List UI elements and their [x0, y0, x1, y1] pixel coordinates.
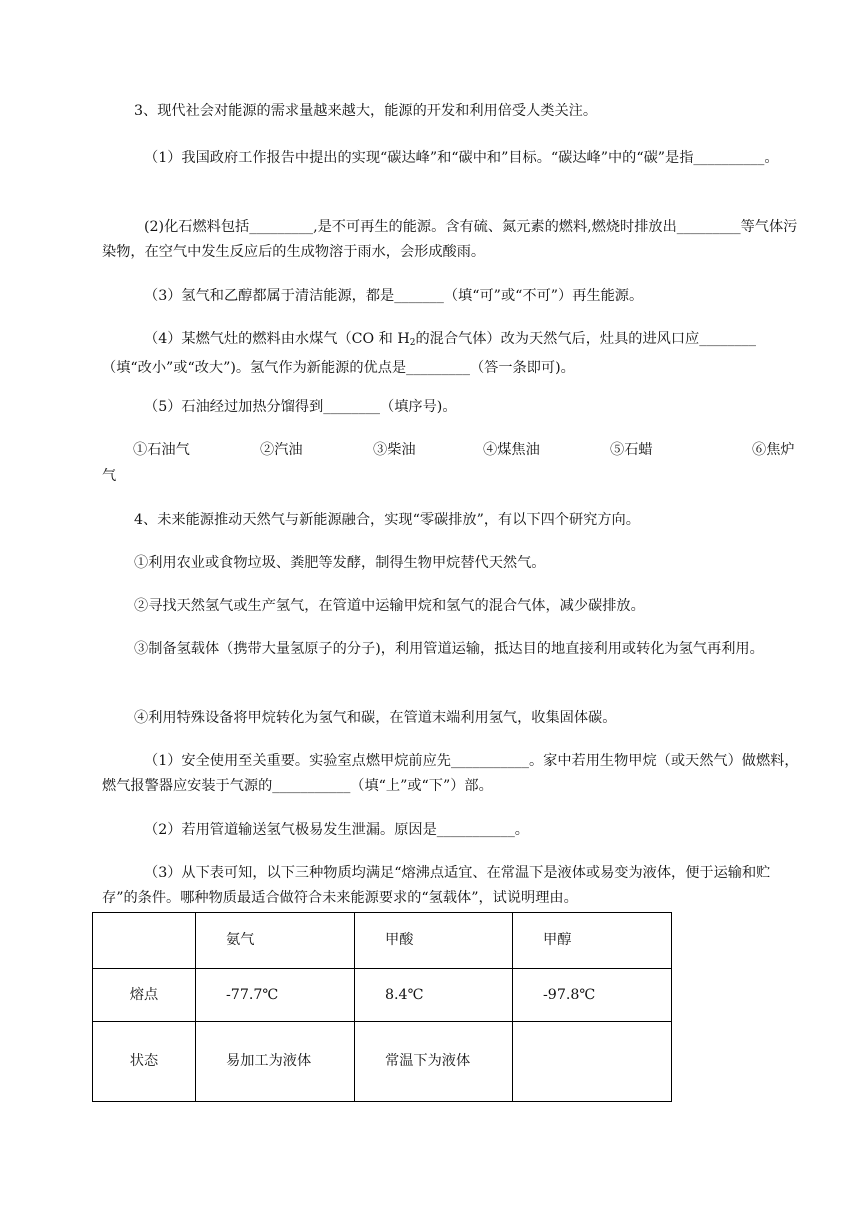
table-cell: 常温下为液体: [355, 1022, 513, 1102]
question-4-part-2: （2）若用管道输送氢气极易发生泄漏。原因是___________。: [144, 822, 529, 838]
table-header-cell: 甲醇: [513, 913, 672, 969]
question-3-part-5: （5）石油经过加热分馏得到________（填序号)。: [144, 399, 457, 415]
option-6: ⑥焦炉: [752, 442, 795, 458]
direction-4: ④利用特殊设备将甲烷转化为氢气和碳，在管道末端利用氢气，收集固体碳。: [134, 710, 617, 726]
table-row: [93, 969, 672, 1022]
option-1: ①石油气: [133, 442, 190, 458]
hydrogen-subscript: 2: [409, 338, 416, 348]
table-cell: [513, 1022, 672, 1102]
question-4-part-3: （3）从下表可知，以下三种物质均满足“熔沸点适宜、在常温下是液体或易变为液体，便于运输和贮存”的条件。哪种物质最适合做符合未来能源要求的“氢载体”，试说明理由。: [102, 865, 771, 906]
option-3: ③柴油: [373, 442, 416, 458]
option-5: ⑤石蜡: [610, 442, 653, 458]
table-cell: -77.7℃: [196, 969, 355, 1022]
direction-2: ②寻找天然氢气或生产氢气，在管道中运输甲烷和氢气的混合气体，减少碳排放。: [134, 598, 645, 614]
table-header-cell: 甲酸: [355, 913, 513, 969]
table-cell: 易加工为液体: [196, 1022, 355, 1102]
properties-table: [92, 912, 672, 1102]
question-3-part-4-text-b: 的混合气体）改为天然气后，灶具的进风口应________（填“改小”或“改大”)。氢气作为新能源的优点是_________（答一条即可)。: [102, 331, 756, 376]
option-4: ④煤焦油: [483, 442, 540, 458]
table-row: [93, 1022, 672, 1102]
table-row-label: 熔点: [93, 969, 196, 1022]
question-3-part-3: （3）氢气和乙醇都属于清洁能源，都是_______（填“可”或“不可”）再生能源。: [144, 288, 644, 304]
direction-1: ①利用农业或食物垃圾、粪肥等发酵，制得生物甲烷替代天然气。: [134, 555, 546, 571]
question-3-intro: 3、现代社会对能源的需求量越来越大，能源的开发和利用倍受人类关注。: [134, 103, 598, 119]
question-4-part-1: （1）安全使用至关重要。实验室点燃甲烷前应先___________。家中若用生物甲烷（或天然气）做燃料，燃气报警器应安装于气源的___________（填“上”或“下”）部。: [102, 753, 799, 794]
option-6-tail: 气: [102, 468, 117, 484]
question-3-part-2: (2)化石燃料包括_________,是不可再生的能源。含有硫、氮元素的燃料,燃烧时排放出_________等气体污染物，在空气中发生反应后的生成物溶于雨水，会形成酸雨。: [102, 219, 798, 260]
table-cell: 8.4℃: [355, 969, 513, 1022]
table-header-cell: [93, 913, 196, 969]
table-header-row: [93, 913, 672, 969]
table-header-cell: 氨气: [196, 913, 355, 969]
table-cell: -97.8℃: [513, 969, 672, 1022]
question-4-intro: 4、未来能源推动天然气与新能源融合，实现“零碳排放”，有以下四个研究方向。: [134, 512, 640, 528]
question-3-part-1: （1）我国政府工作报告中提出的实现“碳达峰”和“碳中和”目标。“碳达峰”中的“碳”是指__________。: [144, 150, 779, 166]
option-list: [133, 438, 803, 464]
question-3-part-4: [102, 327, 802, 381]
option-2: ②汽油: [260, 442, 303, 458]
question-3-part-4-text-a: （4）某燃气灶的燃料由水煤气（CO 和 H: [144, 331, 410, 347]
table-row-label: 状态: [93, 1022, 196, 1102]
direction-3: ③制备氢载体（携带大量氢原子的分子)，利用管道运输，抵达目的地直接利用或转化为氢气再利用。: [134, 641, 764, 657]
